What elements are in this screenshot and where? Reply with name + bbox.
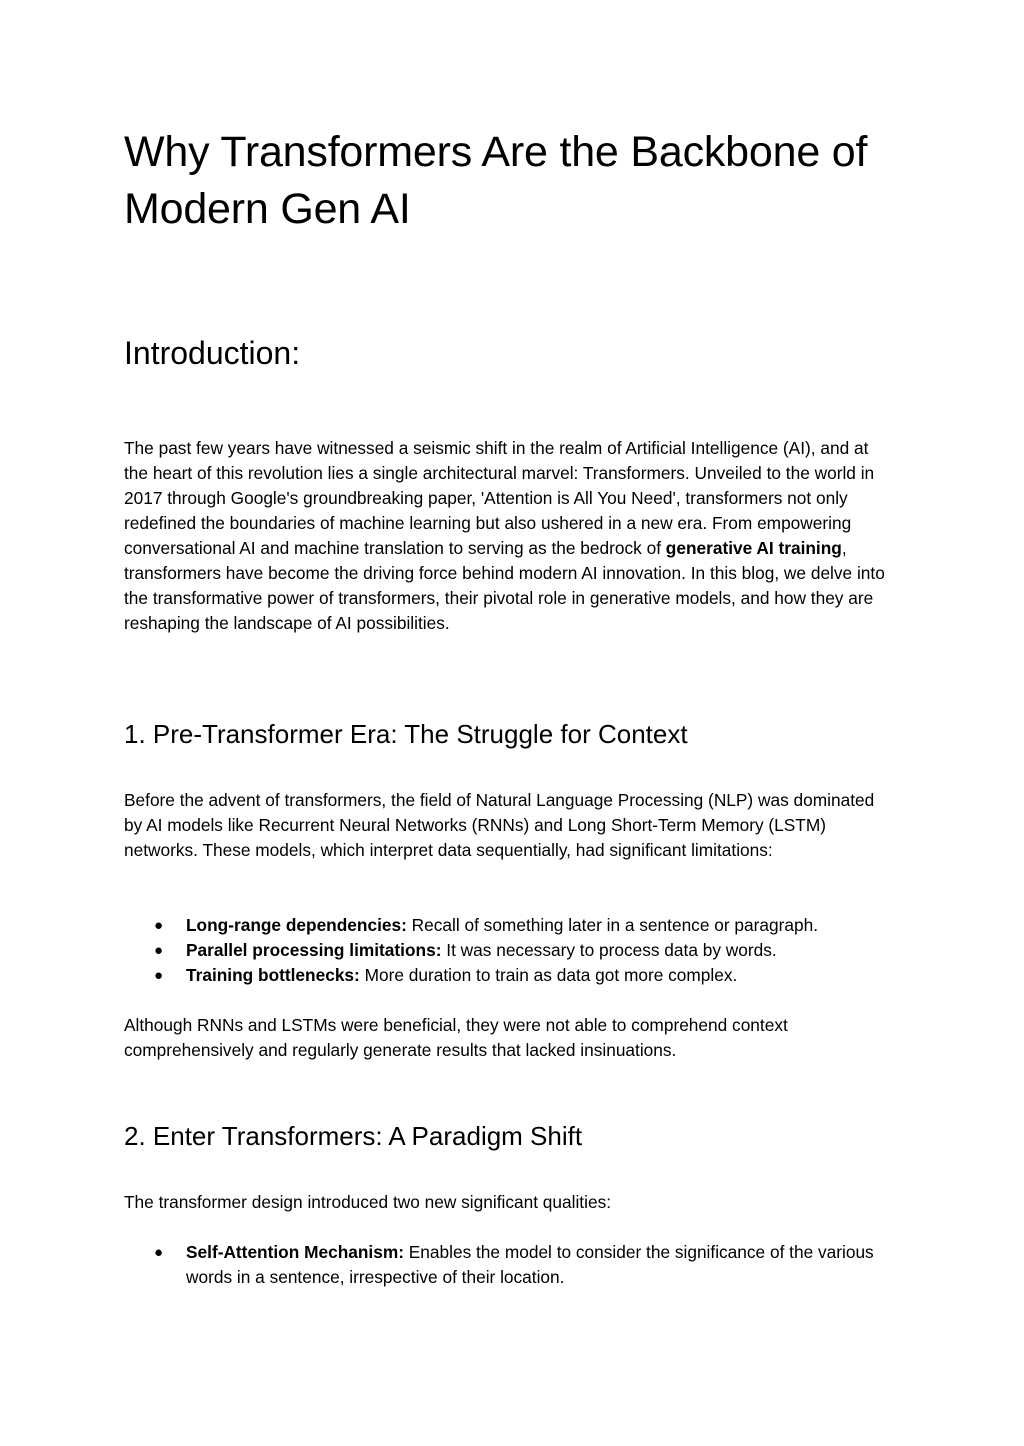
section1-heading: 1. Pre-Transformer Era: The Struggle for Context (124, 719, 688, 749)
section2-heading: 2. Enter Transformers: A Paradigm Shift (124, 1121, 583, 1151)
section1-paragraph: Before the advent of transformers, the field of Natural Language Processing (NLP) was dominated by AI models like Recurrent Neural Networks (RNNs) and Long Short-Term Memory (LSTM) networks. These models, which interpret data sequentially, had significant limitations: (124, 790, 875, 860)
bullet-text: More duration to train as data got more complex. (359, 965, 738, 985)
bullet-text: It was necessary to process data by words. (441, 940, 777, 960)
section1-closing-paragraph: Although RNNs and LSTMs were beneficial, they were not able to comprehend context comprehensively and regularly generate results that lacked insinuations. (124, 1015, 788, 1060)
document-title: Why Transformers Are the Backbone of Modern Gen AI (124, 128, 868, 233)
bullet-icon: ● (154, 1244, 164, 1261)
bullet-icon: ● (154, 942, 164, 959)
section2-paragraph: The transformer design introduced two new significant qualities: (124, 1192, 612, 1212)
section1-bullet-list (124, 913, 894, 988)
bullet-term: Training bottlenecks: (186, 965, 360, 985)
intro-paragraph (124, 436, 894, 636)
list-item (124, 938, 894, 963)
bullet-icon: ● (154, 917, 164, 934)
bullet-term: Long-range dependencies: (186, 915, 407, 935)
section2-bullet-list (124, 1240, 894, 1290)
bullet-text: Recall of something later in a sentence or paragraph. (406, 915, 818, 935)
bullet-term: Parallel processing limitations: (186, 940, 442, 960)
intro-text-part2: , transformers have become the driving force behind modern AI innovation. In this blog, we delve into the transformative power of transformers, their pivotal role in generative models, and how they are reshaping the landscape of AI possibilities. (124, 538, 885, 633)
bullet-text: Enables the model to consider the significance of the various words in a sentence, irrespective of their location. (186, 1242, 874, 1287)
list-item (124, 913, 894, 938)
bullet-icon: ● (154, 967, 164, 984)
list-item (124, 963, 894, 988)
intro-bold-phrase: generative AI training (665, 538, 842, 558)
intro-heading: Introduction: (124, 335, 301, 371)
list-item (124, 1240, 894, 1290)
intro-text-part1: The past few years have witnessed a seismic shift in the realm of Artificial Intelligence (AI), and at the heart of this revolution lies a single architectural marvel: Transformers. Unveiled to the world in 2017 through Google's groundbreaking paper, 'Attention is All You Need', transformers not only redefined the boundaries of machine learning but also ushered in a new era. From empowering conversational AI and machine translation to serving as the bedrock of (124, 438, 875, 558)
bullet-term: Self-Attention Mechanism: (186, 1242, 404, 1262)
